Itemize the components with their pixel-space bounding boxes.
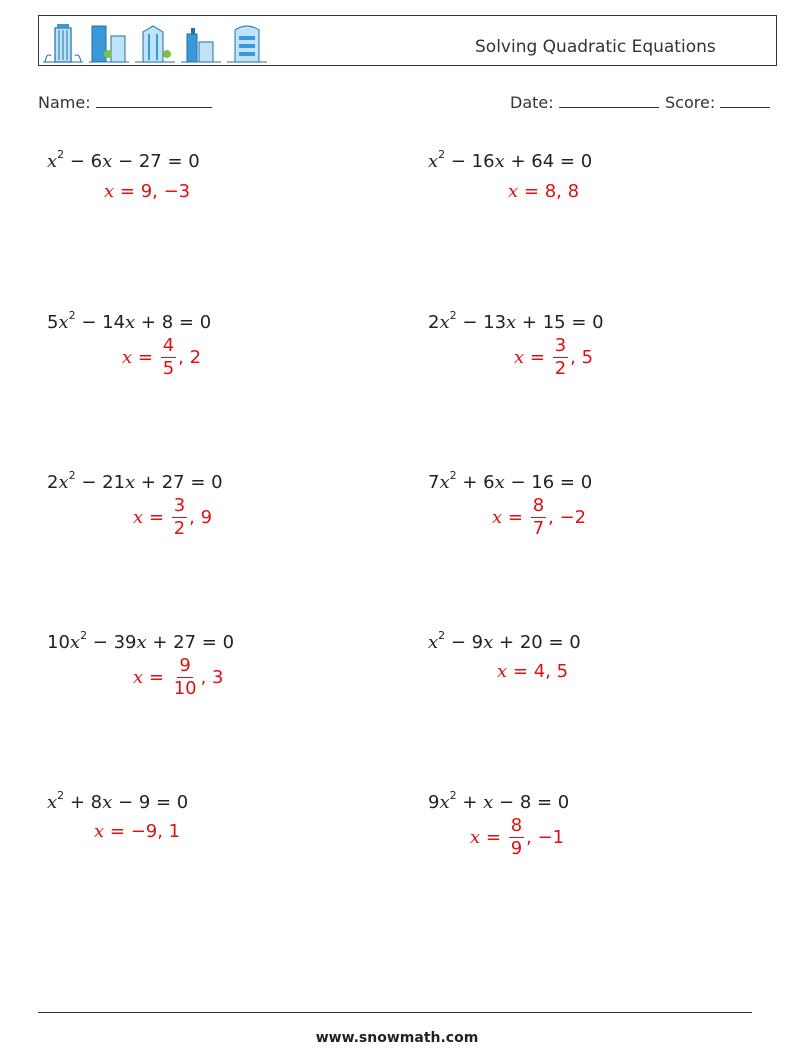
worksheet-title: Solving Quadratic Equations — [475, 37, 716, 57]
score-field[interactable] — [665, 93, 770, 112]
building-icon-2 — [89, 22, 129, 64]
problem-10: $9x^2 + x - 8 = 0$ — [428, 789, 570, 813]
problem-3: $5x^2 - 14x + 8 = 0$ — [47, 309, 212, 333]
name-field[interactable] — [38, 93, 212, 112]
name-label: Name: — [38, 93, 91, 112]
score-blank[interactable] — [720, 93, 770, 108]
answer-4: x = $\frac{3}{2}$ , 5 — [514, 335, 594, 379]
footer-divider — [38, 1012, 752, 1013]
problem-1: $x^2 - 6x - 27 = 0$ — [47, 148, 200, 172]
problem-4: $2x^2 - 13x + 15 = 0$ — [428, 309, 604, 333]
footer-url[interactable]: www.snowmath.com — [315, 1030, 479, 1046]
answer-7: x = $\frac{9}{10}$ , 3 — [133, 655, 224, 699]
date-blank[interactable] — [559, 93, 659, 108]
problem-8: $x^2 - 9x + 20 = 0$ — [428, 629, 581, 653]
building-icon-1 — [43, 22, 83, 64]
building-icon-4 — [181, 22, 221, 64]
problem-5: $2x^2 - 21x + 27 = 0$ — [47, 469, 223, 493]
building-icon-5 — [227, 22, 267, 64]
date-field[interactable] — [510, 93, 659, 112]
answer-1: x = 9, −3 — [104, 181, 191, 202]
date-label: Date: — [510, 93, 554, 112]
answer-2: x = 8, 8 — [508, 181, 580, 202]
name-blank[interactable] — [96, 93, 212, 108]
problem-2: $x^2 - 16x + 64 = 0$ — [428, 148, 593, 172]
building-icon-3 — [135, 22, 175, 64]
answer-5: x = $\frac{3}{2}$ , 9 — [133, 495, 213, 539]
problem-6: $7x^2 + 6x - 16 = 0$ — [428, 469, 593, 493]
answer-6: x = $\frac{8}{7}$ , −2 — [492, 495, 587, 539]
worksheet-header — [38, 15, 777, 66]
answer-10: x = $\frac{8}{9}$ , −1 — [470, 815, 565, 859]
answer-3: x = $\frac{4}{5}$ , 2 — [122, 335, 202, 379]
problem-7: $10x^2 - 39x + 27 = 0$ — [47, 629, 235, 653]
problem-9: $x^2 + 8x - 9 = 0$ — [47, 789, 189, 813]
answer-9: x = −9, 1 — [94, 821, 181, 842]
answer-8: x = 4, 5 — [497, 661, 569, 682]
score-label: Score: — [665, 93, 716, 112]
